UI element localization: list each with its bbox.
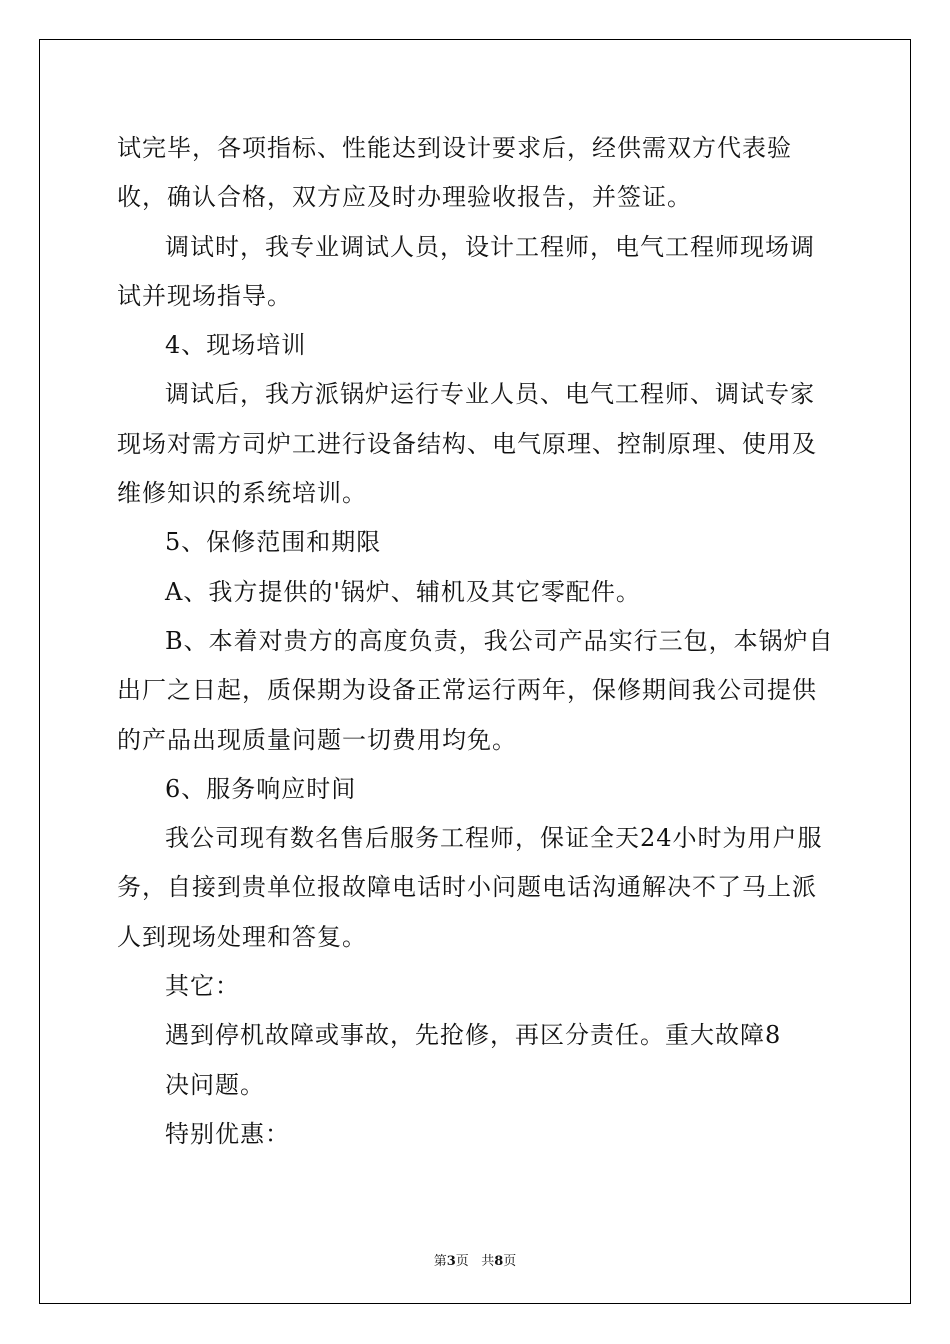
total-prefix: 共	[481, 1254, 495, 1269]
page-prefix: 第	[433, 1254, 447, 1269]
document-body	[117, 124, 837, 1159]
other-heading: 其它：	[165, 972, 240, 1001]
page-suffix: 页	[455, 1254, 469, 1269]
paragraph-1: 试完毕，各项指标、性能达到设计要求后，经供需双方代表验收，确认合格，双方应及时办理验收报告，并签证。	[117, 134, 792, 212]
special-offer-heading: 特别优惠：	[165, 1119, 290, 1148]
item-a: A、我方提供的'锅炉、辅机及其它零配件。	[165, 577, 641, 606]
paragraph-5: 遇到停机故障或事故，先抢修，再区分责任。重大故障8	[165, 1021, 782, 1050]
section-heading-5: 5、保修范围和期限	[165, 528, 382, 557]
total-pages: 8	[494, 1254, 504, 1269]
page-number: 3	[446, 1254, 456, 1269]
paragraph-4: 我公司现有数名售后服务工程师，保证全天24小时为用户服务，自接到贵单位报故障电话时小问题电话沟通解决不了马上派人到现场处理和答复。	[117, 824, 823, 951]
section-heading-6: 6、服务响应时间	[165, 774, 357, 803]
paragraph-6: 决问题。	[165, 1070, 265, 1099]
item-b: B、本着对贵方的高度负责，我公司产品实行三包，本锅炉自出厂之日起，质保期为设备正常运行两年，保修期间我公司提供的产品出现质量问题一切费用均免。	[117, 626, 834, 754]
paragraph-3: 调试后，我方派锅炉运行专业人员、电气工程师、调试专家现场对需方司炉工进行设备结构、电气原理、控制原理、使用及维修知识的系统培训。	[117, 380, 817, 508]
paragraph-2: 调试时，我专业调试人员，设计工程师，电气工程师现场调试并现场指导。	[117, 232, 815, 310]
page-footer	[0, 1250, 950, 1269]
section-heading-4: 4、现场培训	[165, 331, 307, 360]
total-suffix: 页	[503, 1254, 517, 1269]
